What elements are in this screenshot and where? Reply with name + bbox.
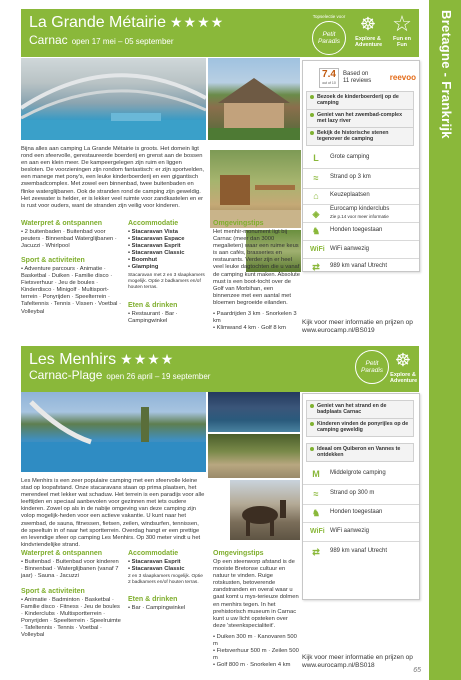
camp2-feature-3: Ideaal om Quiberon en Vannes te ontdekken: [306, 443, 414, 462]
camp1-accom-list: • Stacaravan Vista • Stacaravan Espace • Stacaravan Esprit • Stacaravan Classic • Boomhut • Glamping Stacaravan met 2 en 3 slaapkamers mogelijk. Optie 2 badkamers en/of houten terras.: [128, 229, 205, 290]
camp2-location: Carnac-Plage open 26 april – 19 september: [29, 368, 211, 382]
camp2-pony-photo: [230, 480, 300, 540]
beach-waves-icon: ≈: [313, 173, 319, 183]
playground-illustration: [210, 150, 301, 228]
camp2-intro: Les Menhirs is een zeer populaire camping met een sfeervolle kleine stad op loopafstand. Onze stacaravans staan op prima plaatsen, het merendeel met lekker wat schaduw. Het terrein is een paradijs voor alle leeftijden en speciaal aanbevolen voor gezinnen met iets oudere kinderen. Zowel op als in de nabije omgeving van deze camping zijn volop mogelijk-heden voor een actieve vakantie. U kunt naar het zwembad, de sauna, fitnessen, fietsen, zeilen, windsurfen, tennissen, de speeltuin in of naar het sportterrein. Overdag hangt er een prettige en levendige sfeer op camping Les Menhirs. Op 300 meter vindt u het kindvriendelijke strand.: [21, 478, 205, 548]
car-distance-icon: ⇄: [312, 547, 320, 557]
camp1-name: La Grande Métairie ★★★★: [29, 14, 225, 31]
camp1-playground-photo: [210, 150, 301, 228]
size-large-icon: L: [313, 153, 319, 163]
camp2-env-heading: Omgevingstips: [213, 550, 264, 557]
camp1-feature-3: Bekijk de historische stenen tegenover de camping: [306, 127, 414, 146]
footprint-icon: ☸: [359, 14, 377, 34]
page-number: 65: [413, 667, 421, 674]
reevoo-logo: reevoo: [389, 73, 416, 82]
camp1-eat-list: • Restaurant · Bar · Campingwinkel: [128, 311, 178, 325]
camp1-facility-dogs: ♞ Honden toegestaan: [311, 226, 383, 236]
camp2-env-text: Op een steenworp afstand is de mooiste Bretonse cultuur en natuur te vinden. Ruige rotskusten, betoverende zandstranden en overal waar u gaat komt u mys-terieuze dolmen en menhirs tegen. In het prehistorisch museum in Carnac kunt u uw licht opsteken over deze 'steenkspecialiteit'.: [213, 559, 299, 629]
explore-adventure-badge-2: ☸ Explore & Adventure: [390, 350, 418, 384]
explore-adventure-badge: ☸ Explore & Adventure: [355, 14, 383, 48]
camp2-pool-photo: [21, 392, 206, 472]
kidsclub-icon: ◈: [312, 209, 320, 219]
camp2-header: [21, 346, 419, 392]
region-label: Bretagne - Frankrijk: [439, 10, 454, 139]
pony-illustration: [230, 480, 300, 540]
camp2-link[interactable]: www.eurocamp.nl/BS018: [302, 662, 375, 669]
side-band: [429, 0, 461, 680]
pool-dome-illustration: [21, 58, 206, 140]
camp1-facility-pitches: ⌂ Keuzeplaatsen: [303, 186, 419, 206]
camp2-accom-heading: Accommodatie: [128, 550, 179, 557]
camp1-farmhouse-photo: [208, 58, 300, 140]
camp2-facility-dogs: ♞ Honden toegestaan: [311, 508, 383, 518]
camp1-feature-1: Bezoek de kinderboerderij op de camping: [306, 91, 414, 110]
camp1-location: Carnac open 17 mei – 05 september: [29, 33, 174, 47]
camp1-facility-size: L Grote camping: [303, 148, 419, 168]
camp2-stars: ★★★★: [120, 351, 175, 367]
star-outline-icon: ☆: [392, 11, 412, 36]
pool-slide-illustration: [21, 392, 206, 472]
camp1-more-info: Kijk voor meer informatie en prijzen op www.eurocamp.nl/BS019: [302, 319, 413, 334]
camp1-sport-heading: Sport & activiteiten: [21, 257, 85, 264]
camp2-facility-wifi: WiFi WiFi aanwezig: [303, 522, 419, 542]
camp2-env-distances: • Duiken 300 m · Kanovaren 500 m • Fietsverhuur 500 m · Zeilen 500 m • Golf 800 m · Snorkelen 4 km: [213, 634, 299, 669]
beach-waves-icon: ≈: [313, 489, 319, 499]
footprint-icon: ☸: [394, 350, 412, 370]
camp2-water-list: • Buitenbad · Buitenbad voor kinderen · Binnenbad · Waterglijbanen (vanaf 7 jaar) · Sauna · Jacuzzi: [21, 559, 119, 580]
petit-paradis-badge: Topselectie voor Petit Paradis: [312, 14, 346, 55]
petit-paradis-badge-2: Petit Paradis: [355, 350, 389, 384]
camp1-feature-2: Geniet van het zwembad-complex met lazy river: [306, 109, 414, 128]
camp2-sport-heading: Sport & activiteiten: [21, 588, 85, 595]
camp1-sport-list: • Adventure parcours · Animatie · Basketbal · Duiken · Familie disco · Fietsverhuur · Jeu de boules · Kinderdisco · Minigolf · Multisport-terrein · Ponyrijden · Speelterrein · Tafeltennis · Tennis · Vissen · Voetbal · Volleybal: [21, 266, 121, 315]
camp2-eat-heading: Eten & drinken: [128, 596, 178, 603]
rating-score: 7.4 out of 10: [319, 68, 339, 88]
camp2-night-photo: [208, 392, 300, 432]
size-medium-icon: M: [312, 469, 320, 479]
camp1-env-text: Het menhir-monument ligt bij Carnac (meer dan 3000 megalieten) waar een ruime keus is aan cafés, brasseries en restaurants. Verder zijn er heel veel leuke dagtochten die u vanaf de camping kunt maken. Absolute must is een boot-tocht over de Golf van Morbihan, een binnenzee met een aantal met bloemen begroeide eilanden.: [213, 229, 301, 306]
rating-based: Based on 11 reviews: [343, 71, 372, 84]
camp1-water-list: • 2 buitenbaden · Buitenbad voor peuters · Binnenbad Waterglijbanen · Jacuzzi · Whirlpool: [21, 229, 117, 250]
camp1-env-distances: • Paardrijden 3 km · Snorkelen 3 km • Klimwand 4 km · Golf 8 km: [213, 311, 297, 332]
farmhouse-illustration: [208, 58, 300, 140]
dog-icon: ♞: [311, 508, 321, 518]
camp1-facility-beach: ≈ Strand op 3 km: [303, 168, 419, 188]
camp1-intro: Bijna alles aan camping La Grande Métairie is groots. Het domein ligt rond een sfeervolle, gerestaureerde boerderij en grenst aan de bossen en aan een klein meer. De kampeergelegen zijn ruim en liggen besloten. De voorzieningen zijn rondom fantastisch: er zijn sportvelden, een manege met pony's, een leuke kinderboerderij en een gigantisch zwembadcomplex. Met zowel een binnenbad, twee buitenbaden en flinke waterglijbanen. Ook de stranden rond de camping zijn geweldig. Het zeewater is helder, er is lekker veel ruimte voor zandkastelen en er is rust voor ouders, want de stranden zijn veilig voor kinderen.: [21, 146, 205, 209]
camp1-rating: [302, 66, 420, 90]
camp2-facility-beach: ≈ Strand op 300 m: [303, 484, 419, 504]
camp2-water-heading: Waterpret & ontspannen: [21, 550, 103, 557]
camp1-header: [21, 9, 419, 57]
camp2-more-info: Kijk voor meer informatie en prijzen op www.eurocamp.nl/BS018: [302, 654, 413, 669]
camp2-facility-size: M Middelgrote camping: [303, 464, 419, 484]
camp1-open: open 17 mei – 05 september: [71, 37, 174, 46]
camp2-feature-2: Kinderen vinden de ponyrijles op de camping geweldig: [306, 418, 414, 437]
camp2-eat-list: • Bar · Campingwinkel: [128, 605, 186, 611]
wifi-icon: WiFi: [310, 528, 325, 535]
camp1-pool-photo: [21, 58, 206, 140]
dog-icon: ♞: [311, 226, 321, 236]
camp1-accom-heading: Accommodatie: [128, 220, 179, 227]
camp2-animation-photo: [208, 434, 300, 478]
wifi-icon: WiFi: [310, 246, 325, 253]
camp2-feature-1: Geniet van het strand en de badplaats Carnac: [306, 400, 414, 419]
camp2-accom-list: • Stacaravan Esprit • Stacaravan Classic 2 en 3 slaapkamers mogelijk. Optie 2 badkamers en/of houten terras.: [128, 559, 203, 586]
camp2-sport-list: • Animatie · Badminton · Basketbal · Familie disco · Fitness · Jeu de boules · Kinderclubs · Multisportterrein · Ponyrijden · Speelterrein · Speelruimte · Tafeltennis · Tennis · Voetbal · Volleybal: [21, 597, 121, 639]
camp1-facility-wifi: WiFi WiFi aanwezig: [303, 240, 419, 260]
pitch-icon: ⌂: [313, 191, 319, 201]
camp2-facility-distance: ⇄ 989 km vanaf Utrecht: [303, 542, 419, 562]
camp1-eat-heading: Eten & drinken: [128, 302, 178, 309]
camp2-open: open 26 april – 19 september: [106, 372, 211, 381]
camp1-stars: ★★★★: [169, 14, 225, 30]
camp1-link[interactable]: www.eurocamp.nl/BS019: [302, 327, 375, 334]
camp2-name: Les Menhirs ★★★★: [29, 351, 175, 368]
camp1-facility-kidsclub: ◈ Eurocamp kinderclubs Zie p.14 voor meer informatie: [303, 204, 419, 224]
camp1-facility-distance: ⇄ 989 km vanaf Utrecht: [303, 257, 419, 277]
fun-badge: ☆ Fun en Fun: [388, 12, 416, 48]
camp1-water-heading: Waterpret & ontspannen: [21, 220, 103, 227]
camp1-env-heading: Omgevingstips: [213, 220, 264, 227]
car-distance-icon: ⇄: [312, 262, 320, 272]
